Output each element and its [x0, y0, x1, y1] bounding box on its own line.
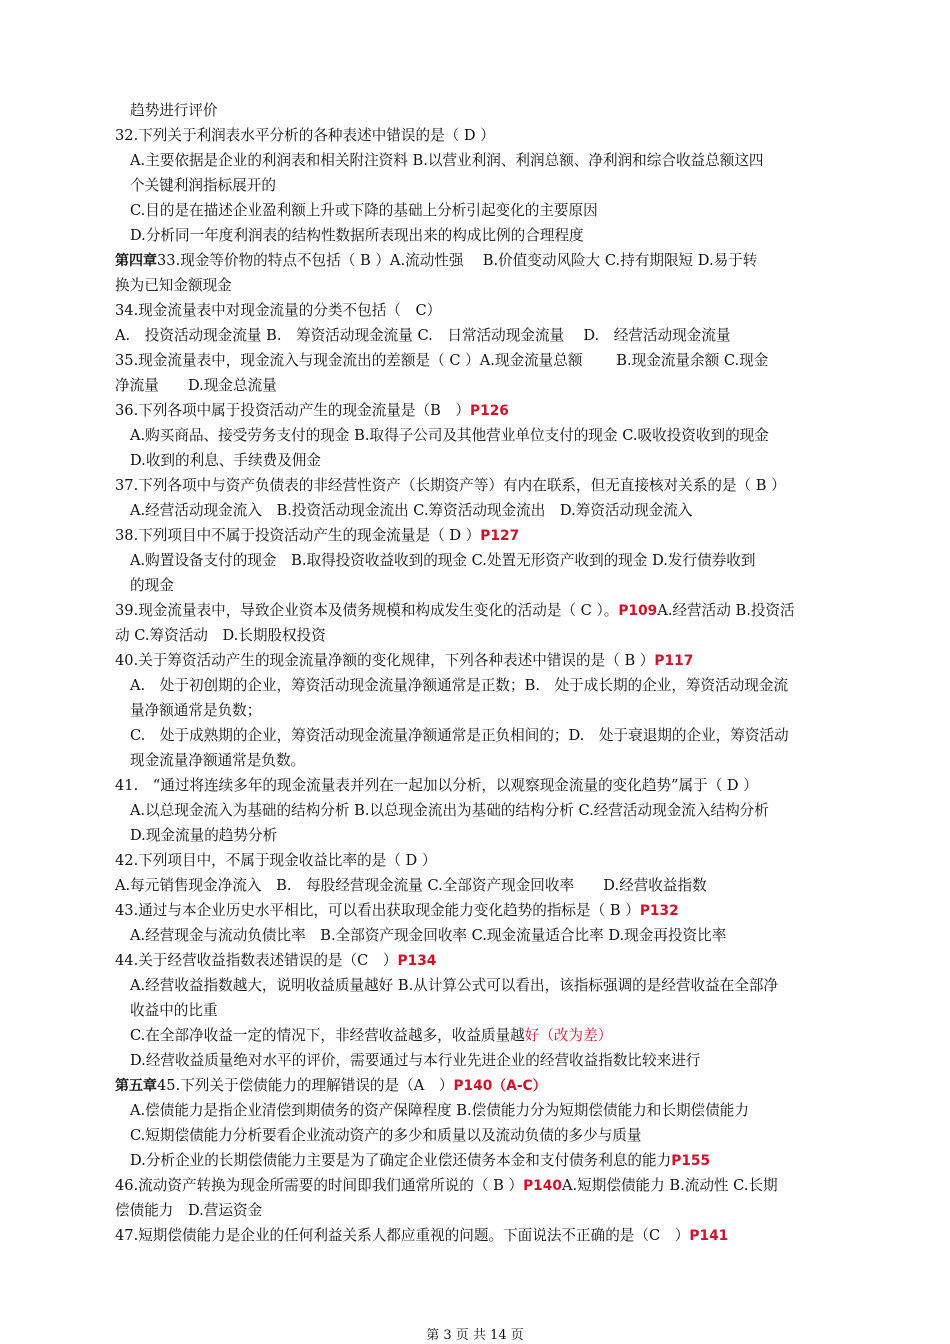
line-text: 个关键利润指标展开的 [130, 177, 276, 194]
line-text: 收益中的比重 [130, 1002, 218, 1019]
text-line [115, 273, 863, 298]
text-line [115, 1148, 863, 1173]
text-line [115, 898, 863, 923]
line-text: 43.通过与本企业历史水平相比，可以看出获取现金能力变化趋势的指标是（ B ） [115, 902, 640, 919]
page-reference: P109 [618, 603, 658, 619]
text-line [115, 723, 863, 748]
line-text: A.购买商品、接受劳务支付的现金 B.取得子公司及其他营业单位支付的现金 C.吸收投资收到的现金 [130, 427, 769, 444]
line-text: 34.现金流量表中对现金流量的分类不包括（ C） [115, 302, 442, 319]
text-line [115, 623, 863, 648]
line-text: 47.短期偿债能力是企业的任何利益关系人都应重视的问题。下面说法不正确的是（C ） [115, 1227, 690, 1244]
line-text: 的现金 [130, 577, 174, 594]
line-text: 42.下列项目中，不属于现金收益比率的是（ D ） [115, 852, 437, 869]
line-text: C. 处于成熟期的企业，筹资活动现金流量净额通常是正负相间的；D. 处于衰退期的企业，筹资活动 [130, 727, 789, 744]
line-text: 量净额通常是负数； [130, 702, 262, 719]
line-text: A.每元销售现金净流入 B. 每股经营现金流量 C.全部资产现金回收率 D.经营收益指数 [115, 877, 707, 894]
line-text: A.经营现金与流动负债比率 B.全部资产现金回收率 C.现金流量适合比率 D.现金再投资比率 [130, 927, 727, 944]
line-text: 32.下列关于利润表水平分析的各种表述中错误的是（ D ） [115, 127, 495, 144]
line-text: C.目的是在描述企业盈利额上升或下降的基础上分析引起变化的主要原因 [130, 202, 598, 219]
text-line [115, 1023, 863, 1048]
text-line [115, 1198, 863, 1223]
text-line [115, 398, 863, 423]
text-line [115, 1098, 863, 1123]
text-line [115, 1048, 863, 1073]
text-line [115, 1073, 863, 1098]
line-text: 44.关于经营收益指数表述错误的是（C ） [115, 952, 398, 969]
text-line [115, 548, 863, 573]
text-line [115, 423, 863, 448]
text-line [115, 848, 863, 873]
line-text: 40.关于筹资活动产生的现金流量净额的变化规律，下列各种表述中错误的是（ B ） [115, 652, 655, 669]
line-text: 39.现金流量表中，导致企业资本及债务规模和构成发生变化的活动是（ C ）。 [115, 602, 619, 619]
line-text-continued: A.经营活动 B.投资活 [657, 602, 795, 619]
text-line [115, 973, 863, 998]
line-text: C.短期偿债能力分析要看企业流动资产的多少和质量以及流动负债的多少与质量 [130, 1127, 642, 1144]
line-text: 换为已知金额现金 [115, 277, 232, 294]
page-reference: P134 [397, 953, 437, 969]
line-text: 偿债能力 D.营运资金 [115, 1202, 263, 1219]
line-text: 33.现金等价物的特点不包括（ B ）A.流动性强 B.价值变动风险大 C.持有期限短 D.易于转 [157, 252, 758, 269]
text-line [115, 648, 863, 673]
text-line [115, 573, 863, 598]
chapter-heading: 第五章 [115, 1078, 157, 1094]
text-line [115, 598, 863, 623]
line-text: D.分析同一年度利润表的结构性数据所表现出来的构成比例的合理程度 [130, 227, 584, 244]
line-text: D.分析企业的长期偿债能力主要是为了确定企业偿还债务本金和支付债务利息的能力 [130, 1152, 672, 1169]
text-line [115, 323, 863, 348]
line-text: D.现金流量的趋势分析 [130, 827, 278, 844]
line-text: A. 处于初创期的企业，筹资活动现金流量净额通常是正数；B. 处于成长期的企业，筹资活动现金流 [130, 677, 789, 694]
line-text: 38.下列项目中不属于投资活动产生的现金流量是（ D ） [115, 527, 481, 544]
text-line [115, 748, 863, 773]
text-line [115, 1123, 863, 1148]
page-reference: P127 [480, 528, 520, 544]
text-line [115, 498, 863, 523]
line-text: 37.下列各项中与资产负债表的非经营性资产（长期资产等）有内在联系，但无直接核对关系的是（ B ） [115, 477, 786, 494]
document-body [115, 98, 863, 1248]
line-text: 41. “通过将连续多年的现金流量表并列在一起加以分析，以观察现金流量的变化趋势”属于（ D ） [115, 777, 758, 794]
text-line [115, 98, 863, 123]
text-line [115, 698, 863, 723]
text-line [115, 523, 863, 548]
text-line [115, 473, 863, 498]
page-reference: P126 [470, 403, 509, 419]
line-text: C.在全部净收益一定的情况下，非经营收益越多，收益质量越 [130, 1027, 525, 1044]
line-text: A.偿债能力是指企业清偿到期债务的资产保障程度 B.偿债能力分为短期偿债能力和长期偿债能力 [130, 1102, 749, 1119]
page-reference: P141 [689, 1228, 729, 1244]
line-text: D.经营收益质量绝对水平的评价，需要通过与本行业先进企业的经营收益指数比较来进行 [130, 1052, 701, 1069]
text-line [115, 673, 863, 698]
line-text: 45.下列关于偿债能力的理解错误的是（A ） [157, 1077, 454, 1094]
text-line [115, 1223, 863, 1248]
line-text: 动 C.筹资活动 D.长期股权投资 [115, 627, 326, 644]
text-line [115, 998, 863, 1023]
chapter-heading: 第四章 [115, 253, 157, 269]
line-text: A.购置设备支付的现金 B.取得投资收益收到的现金 C.处置无形资产收到的现金 D.发行债券收到 [130, 552, 756, 569]
text-line [115, 873, 863, 898]
page-reference: P117 [654, 653, 694, 669]
text-line [115, 298, 863, 323]
text-line [115, 798, 863, 823]
line-text: D.收到的利息、手续费及佣金 [130, 452, 321, 469]
line-text: 46.流动资产转换为现金所需要的时间即我们通常所说的（ B ） [115, 1177, 524, 1194]
line-text: 趋势进行评价 [130, 102, 218, 119]
line-text: 现金流量净额通常是负数。 [130, 752, 306, 769]
text-line [115, 823, 863, 848]
text-line [115, 198, 863, 223]
text-line [115, 123, 863, 148]
page-reference: P155 [671, 1153, 711, 1169]
text-line [115, 248, 863, 273]
page-reference: P140 [523, 1178, 562, 1194]
line-text: 净流量 D.现金总流量 [115, 377, 277, 394]
line-text-continued: A.短期偿债能力 B.流动性 C.长期 [561, 1177, 778, 1194]
line-text: A. 投资活动现金流量 B. 筹资活动现金流量 C. 日常活动现金流量 D. 经营活动现金流量 [115, 327, 731, 344]
text-line [115, 773, 863, 798]
line-text: A.经营活动现金流入 B.投资活动现金流出 C.筹资活动现金流出 D.筹资活动现金流入 [130, 502, 693, 519]
line-text: 36.下列各项中属于投资活动产生的现金流量是（B ） [115, 402, 470, 419]
text-line [115, 448, 863, 473]
correction-note: 好（改为差） [524, 1027, 613, 1044]
line-text: A.主要依据是企业的利润表和相关附注资料 B.以营业利润、利润总额、净利润和综合收益总额这四 [130, 152, 764, 169]
text-line [115, 1173, 863, 1198]
text-line [115, 923, 863, 948]
text-line [115, 148, 863, 173]
page-footer: 第 3 页 共 14 页 [426, 1328, 524, 1343]
text-line [115, 948, 863, 973]
text-line [115, 173, 863, 198]
line-text: A.以总现金流入为基础的结构分析 B.以总现金流出为基础的结构分析 C.经营活动现金流入结构分析 [130, 802, 769, 819]
text-line [115, 348, 863, 373]
page-reference: P132 [639, 903, 679, 919]
line-text: 35.现金流量表中，现金流入与现金流出的差额是（ C ）A.现金流量总额 B.现金流量余额 C.现金 [115, 352, 769, 369]
text-line [115, 223, 863, 248]
text-line [115, 373, 863, 398]
page-reference: P140（A-C） [453, 1078, 547, 1094]
line-text: A.经营收益指数越大，说明收益质量越好 B.从计算公式可以看出，该指标强调的是经营收益在全部净 [130, 977, 779, 994]
